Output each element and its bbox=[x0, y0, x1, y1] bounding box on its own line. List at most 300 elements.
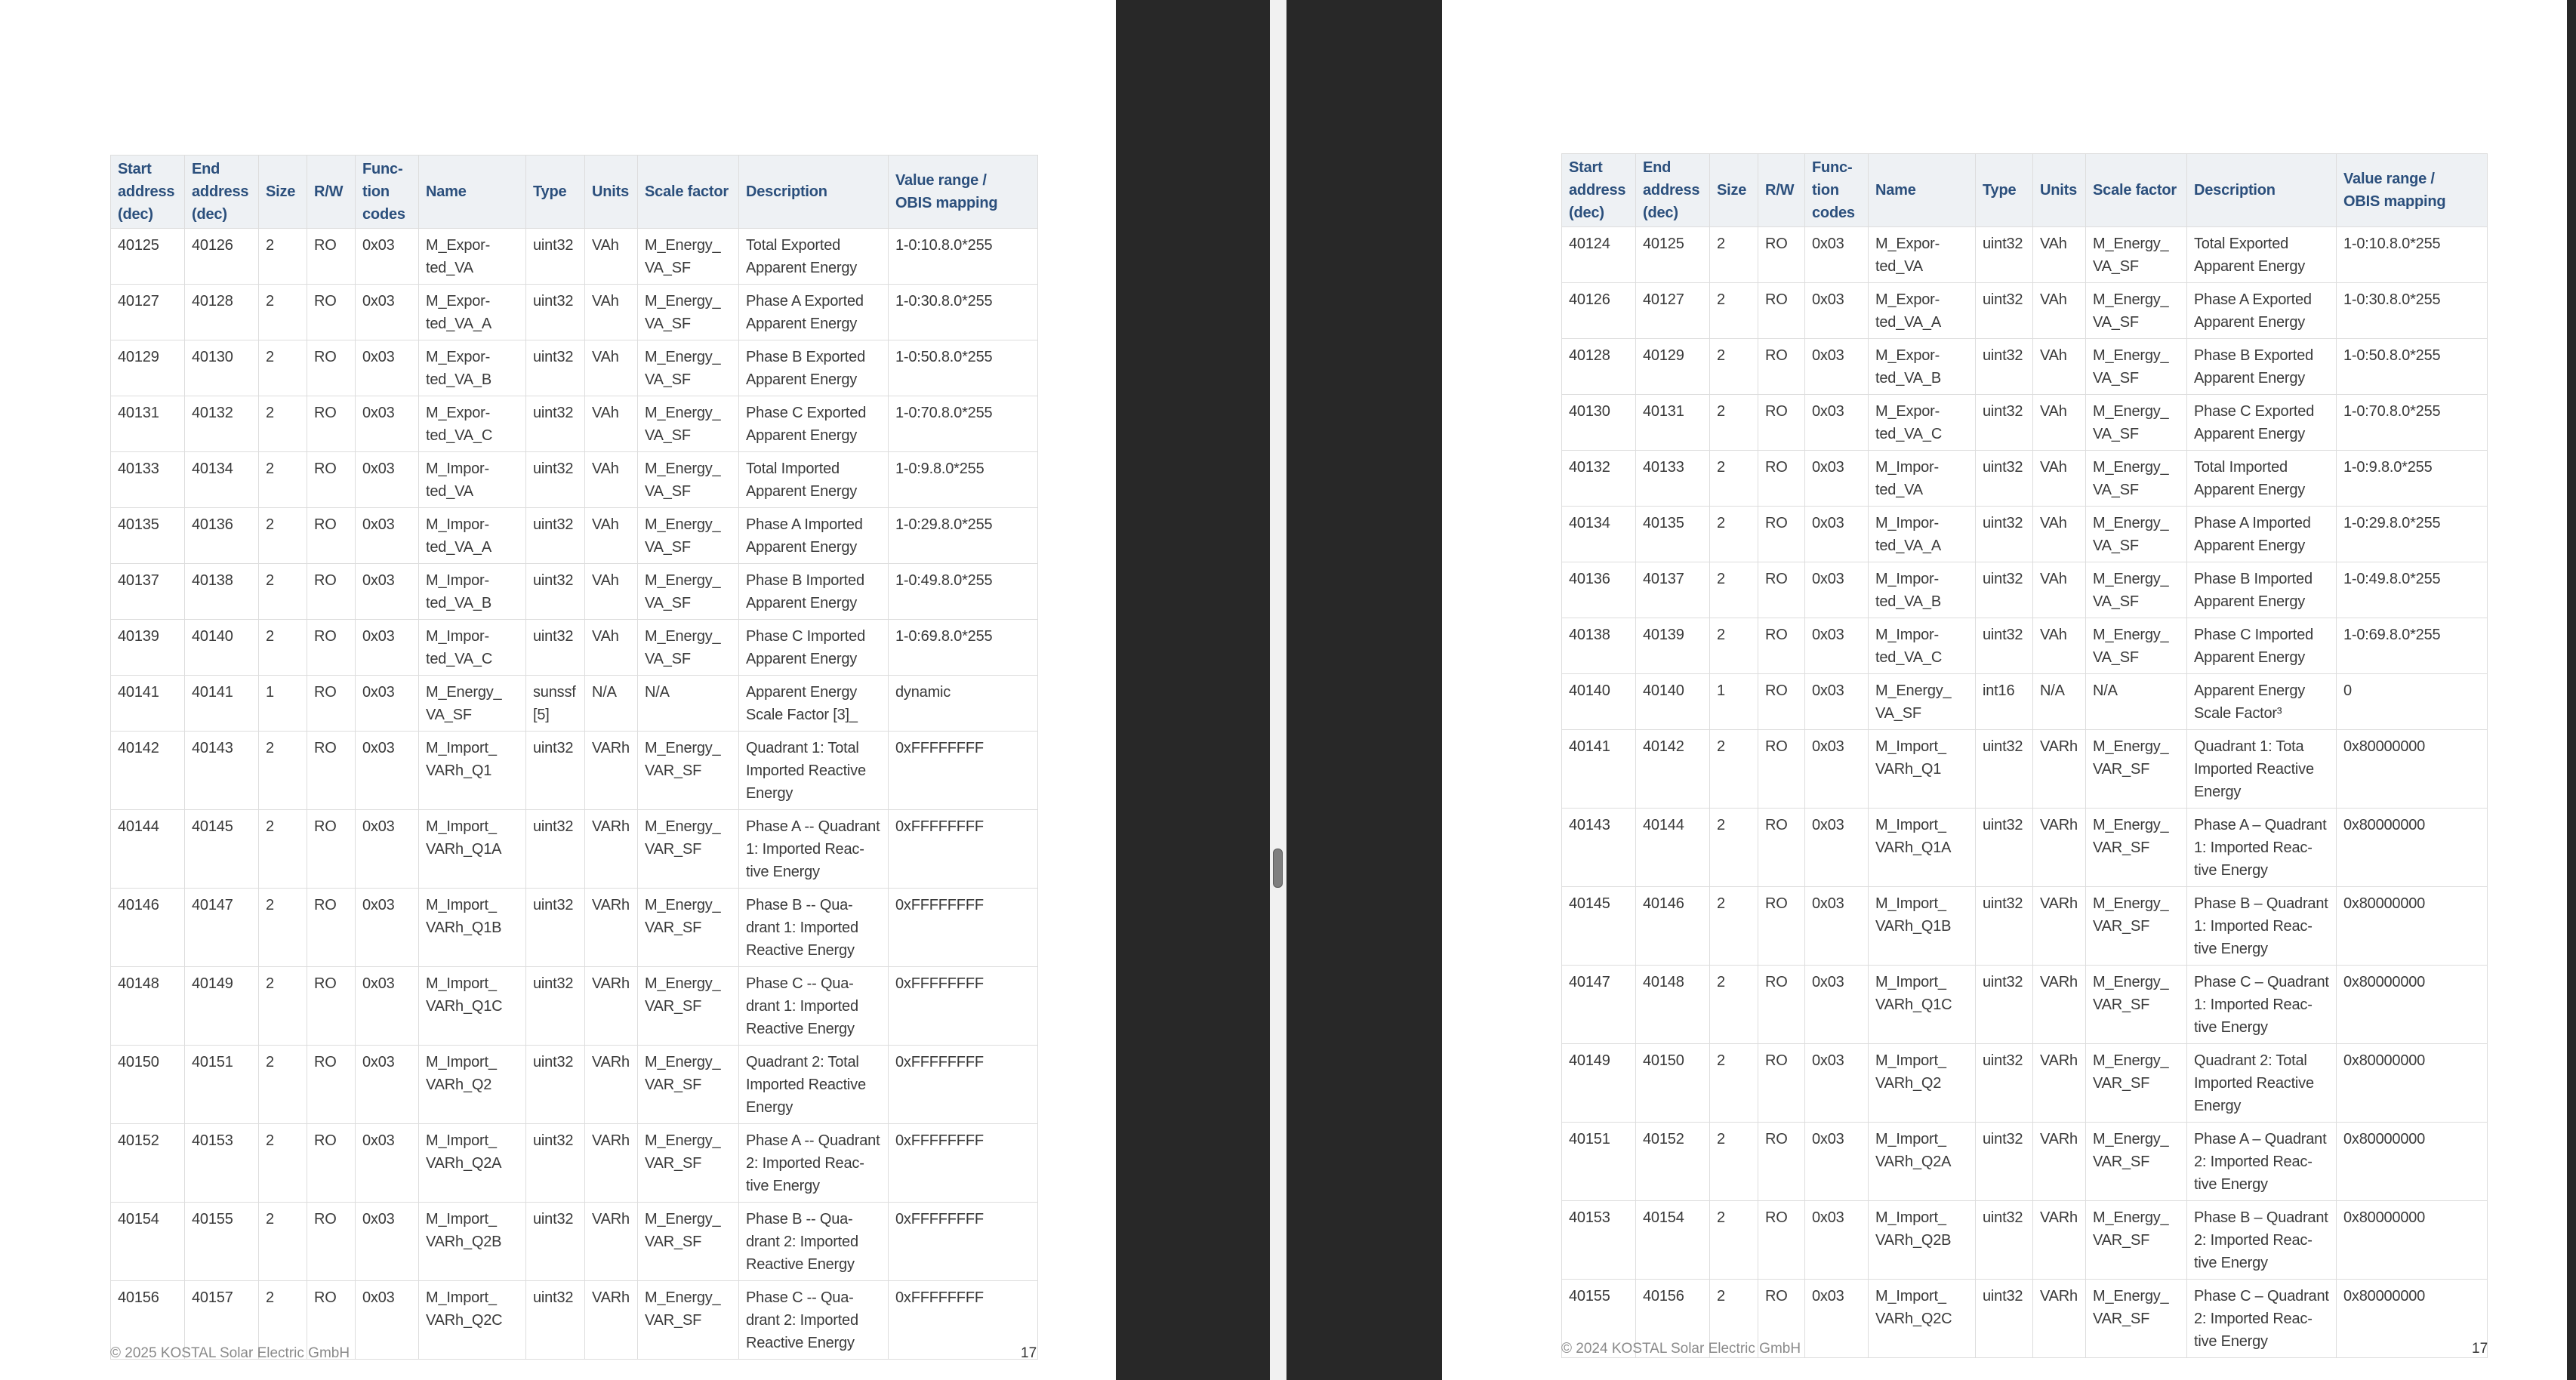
table-cell: 40125 bbox=[111, 229, 185, 285]
table-cell: RO bbox=[1758, 562, 1805, 618]
table-cell: M_Impor- ted_VA_B bbox=[419, 564, 526, 620]
table-cell: uint32 bbox=[526, 229, 585, 285]
table-cell: 2 bbox=[1710, 339, 1758, 395]
table-cell: 40143 bbox=[185, 732, 259, 810]
table-cell: VAh bbox=[585, 564, 638, 620]
column-header: Type bbox=[526, 156, 585, 229]
table-cell: Phase B Imported Apparent Energy bbox=[2187, 562, 2337, 618]
column-header: Name bbox=[419, 156, 526, 229]
table-cell: RO bbox=[307, 1281, 356, 1360]
table-cell: 0x80000000 bbox=[2337, 809, 2488, 887]
table-cell: uint32 bbox=[526, 1203, 585, 1281]
table-cell: M_Import_ VARh_Q2B bbox=[1869, 1201, 1976, 1280]
table-cell: VAh bbox=[2033, 227, 2086, 283]
table-cell: M_Expor- ted_VA_C bbox=[419, 396, 526, 452]
table-row bbox=[1562, 730, 2488, 809]
table-cell: M_Energy_ VAR_SF bbox=[2086, 809, 2187, 887]
table-cell: Phase B – Quadrant 2: Imported Reac- tive Energy bbox=[2187, 1201, 2337, 1280]
table-cell: 40141 bbox=[185, 676, 259, 732]
table-cell: VAh bbox=[2033, 618, 2086, 674]
table-cell: 0x03 bbox=[356, 508, 419, 564]
table-cell: 0x03 bbox=[356, 1281, 419, 1360]
splitter-drag-handle[interactable] bbox=[1273, 849, 1283, 888]
table-cell: M_Energy_ VA_SF bbox=[638, 285, 739, 340]
table-cell: 0x03 bbox=[356, 1124, 419, 1203]
table-cell: VAh bbox=[2033, 283, 2086, 339]
table-cell: VARh bbox=[2033, 887, 2086, 966]
table-cell: RO bbox=[307, 564, 356, 620]
right-footer-copyright: © 2024 KOSTAL Solar Electric GmbH bbox=[1561, 1341, 1801, 1357]
table-cell: Phase A Imported Apparent Energy bbox=[739, 508, 889, 564]
table-cell: 40124 bbox=[1562, 227, 1636, 283]
table-cell: 40148 bbox=[1636, 966, 1710, 1044]
table-row bbox=[111, 889, 1038, 967]
table-cell: RO bbox=[307, 1124, 356, 1203]
table-cell: VARh bbox=[2033, 1123, 2086, 1201]
table-cell: 40149 bbox=[185, 967, 259, 1046]
table-cell: 0x03 bbox=[356, 396, 419, 452]
table-cell: M_Import_ VARh_Q1 bbox=[1869, 730, 1976, 809]
column-header: Units bbox=[2033, 154, 2086, 227]
table-cell: 2 bbox=[1710, 966, 1758, 1044]
table-row bbox=[1562, 966, 2488, 1044]
table-cell: 1-0:29.8.0*255 bbox=[2337, 507, 2488, 562]
table-cell: 1-0:69.8.0*255 bbox=[2337, 618, 2488, 674]
table-cell: Phase C Imported Apparent Energy bbox=[2187, 618, 2337, 674]
right-document-page bbox=[1442, 0, 2567, 1380]
table-cell: uint32 bbox=[1976, 730, 2033, 809]
table-cell: 2 bbox=[259, 889, 307, 967]
table-cell: VARh bbox=[2033, 809, 2086, 887]
table-cell: M_Import_ VARh_Q1A bbox=[1869, 809, 1976, 887]
table-row bbox=[1562, 562, 2488, 618]
table-cell: 40139 bbox=[1636, 618, 1710, 674]
table-cell: RO bbox=[307, 889, 356, 967]
table-cell: 40144 bbox=[1636, 809, 1710, 887]
table-cell: 40151 bbox=[1562, 1123, 1636, 1201]
table-cell: N/A bbox=[2086, 674, 2187, 730]
table-body bbox=[1562, 227, 2488, 1358]
table-cell: 0x03 bbox=[356, 285, 419, 340]
table-cell: uint32 bbox=[1976, 507, 2033, 562]
table-cell: M_Energy_ VA_SF bbox=[638, 396, 739, 452]
table-cell: 1-0:10.8.0*255 bbox=[2337, 227, 2488, 283]
table-cell: RO bbox=[1758, 283, 1805, 339]
table-cell: 40150 bbox=[111, 1046, 185, 1124]
table-cell: uint32 bbox=[1976, 1280, 2033, 1358]
table-cell: M_Energy_ VA_SF bbox=[2086, 618, 2187, 674]
table-cell: Phase B -- Qua- drant 2: Imported Reactive Energy bbox=[739, 1203, 889, 1281]
viewer-gutter bbox=[1116, 0, 1286, 1380]
table-cell: 40141 bbox=[111, 676, 185, 732]
column-header: Name bbox=[1869, 154, 1976, 227]
table-cell: 40148 bbox=[111, 967, 185, 1046]
table-cell: Quadrant 2: Total Imported Reactive Energy bbox=[739, 1046, 889, 1124]
table-cell: 40142 bbox=[111, 732, 185, 810]
table-cell: 2 bbox=[259, 810, 307, 889]
table-cell: M_Import_ VARh_Q2A bbox=[419, 1124, 526, 1203]
table-cell: 1-0:49.8.0*255 bbox=[889, 564, 1038, 620]
table-cell: 0x03 bbox=[356, 1046, 419, 1124]
table-cell: RO bbox=[307, 396, 356, 452]
table-cell: uint32 bbox=[1976, 283, 2033, 339]
table-cell: M_Energy_ VAR_SF bbox=[2086, 1123, 2187, 1201]
left-register-table bbox=[110, 155, 1038, 1360]
table-cell: 40140 bbox=[185, 620, 259, 676]
table-cell: RO bbox=[307, 1046, 356, 1124]
table-cell: VARh bbox=[2033, 1280, 2086, 1358]
table-cell: RO bbox=[307, 452, 356, 508]
table-cell: 40140 bbox=[1562, 674, 1636, 730]
table-cell: 40147 bbox=[185, 889, 259, 967]
table-cell: 40128 bbox=[1562, 339, 1636, 395]
table-cell: M_Import_ VARh_Q2B bbox=[419, 1203, 526, 1281]
table-cell: RO bbox=[307, 340, 356, 396]
table-cell: VAh bbox=[2033, 451, 2086, 507]
table-cell: Phase A – Quadrant 2: Imported Reac- tive Energy bbox=[2187, 1123, 2337, 1201]
table-row bbox=[1562, 227, 2488, 283]
table-cell: M_Energy_ VAR_SF bbox=[638, 1046, 739, 1124]
table-header-row bbox=[111, 156, 1038, 229]
table-cell: sunssf [5] bbox=[526, 676, 585, 732]
table-row bbox=[1562, 809, 2488, 887]
table-cell: VAh bbox=[585, 340, 638, 396]
table-row bbox=[1562, 507, 2488, 562]
table-cell: 40132 bbox=[185, 396, 259, 452]
table-row bbox=[111, 732, 1038, 810]
table-cell: 0x03 bbox=[1805, 674, 1869, 730]
table-row bbox=[111, 967, 1038, 1046]
column-header: End address (dec) bbox=[1636, 154, 1710, 227]
table-cell: 40133 bbox=[1636, 451, 1710, 507]
table-cell: 0x03 bbox=[1805, 1044, 1869, 1123]
table-cell: 1-0:69.8.0*255 bbox=[889, 620, 1038, 676]
table-row bbox=[111, 229, 1038, 285]
table-cell: M_Energy_ VA_SF bbox=[2086, 451, 2187, 507]
table-cell: 40153 bbox=[185, 1124, 259, 1203]
table-cell: Phase A – Quadrant 1: Imported Reac- tive Energy bbox=[2187, 809, 2337, 887]
table-cell: VAh bbox=[2033, 395, 2086, 451]
table-cell: 40138 bbox=[185, 564, 259, 620]
table-cell: 0x03 bbox=[356, 229, 419, 285]
table-cell: 40150 bbox=[1636, 1044, 1710, 1123]
table-cell: VARh bbox=[585, 889, 638, 967]
table-cell: uint32 bbox=[526, 889, 585, 967]
table-cell: RO bbox=[1758, 1201, 1805, 1280]
table-cell: RO bbox=[307, 508, 356, 564]
table-cell: 0x03 bbox=[1805, 451, 1869, 507]
table-cell: 2 bbox=[1710, 227, 1758, 283]
table-cell: 2 bbox=[259, 1203, 307, 1281]
table-cell: 0x80000000 bbox=[2337, 1123, 2488, 1201]
column-header: Value range / OBIS mapping bbox=[2337, 154, 2488, 227]
table-cell: 2 bbox=[259, 564, 307, 620]
table-cell: 40149 bbox=[1562, 1044, 1636, 1123]
table-row bbox=[111, 676, 1038, 732]
table-cell: 0xFFFFFFFF bbox=[889, 1124, 1038, 1203]
table-cell: 2 bbox=[1710, 809, 1758, 887]
table-cell: VARh bbox=[2033, 1201, 2086, 1280]
viewer-gutter-right bbox=[1286, 0, 1442, 1380]
table-cell: uint32 bbox=[526, 967, 585, 1046]
table-cell: Quadrant 1: Tota Imported Reactive Energy bbox=[2187, 730, 2337, 809]
table-cell: uint32 bbox=[1976, 562, 2033, 618]
table-cell: 40153 bbox=[1562, 1201, 1636, 1280]
table-cell: Phase C -- Qua- drant 2: Imported Reactive Energy bbox=[739, 1281, 889, 1360]
table-cell: 40133 bbox=[111, 452, 185, 508]
table-cell: 40154 bbox=[111, 1203, 185, 1281]
table-cell: M_Energy_ VA_SF bbox=[638, 620, 739, 676]
table-cell: VARh bbox=[585, 810, 638, 889]
table-cell: 0x03 bbox=[1805, 339, 1869, 395]
table-cell: 0x03 bbox=[356, 452, 419, 508]
table-cell: 0x80000000 bbox=[2337, 1201, 2488, 1280]
table-cell: 40127 bbox=[111, 285, 185, 340]
table-cell: Phase B Exported Apparent Energy bbox=[2187, 339, 2337, 395]
table-cell: 40152 bbox=[1636, 1123, 1710, 1201]
table-cell: M_Energy_ VAR_SF bbox=[638, 967, 739, 1046]
table-cell: 2 bbox=[1710, 1123, 1758, 1201]
table-cell: M_Import_ VARh_Q1B bbox=[1869, 887, 1976, 966]
table-cell: 0x03 bbox=[1805, 507, 1869, 562]
table-cell: RO bbox=[1758, 339, 1805, 395]
table-cell: M_Import_ VARh_Q1A bbox=[419, 810, 526, 889]
table-cell: 1-0:30.8.0*255 bbox=[2337, 283, 2488, 339]
table-cell: VARh bbox=[2033, 966, 2086, 1044]
table-cell: 0x03 bbox=[1805, 227, 1869, 283]
table-cell: 2 bbox=[259, 508, 307, 564]
table-cell: 2 bbox=[1710, 1044, 1758, 1123]
table-cell: M_Expor- ted_VA_B bbox=[419, 340, 526, 396]
table-cell: M_Import_ VARh_Q2C bbox=[419, 1281, 526, 1360]
table-cell: RO bbox=[1758, 1044, 1805, 1123]
left-document-page bbox=[0, 0, 1116, 1380]
table-header-row bbox=[1562, 154, 2488, 227]
table-cell: 40134 bbox=[1562, 507, 1636, 562]
table-cell: M_Energy_ VAR_SF bbox=[2086, 1280, 2187, 1358]
table-row bbox=[111, 285, 1038, 340]
table-cell: Total Exported Apparent Energy bbox=[2187, 227, 2337, 283]
table-cell: 0xFFFFFFFF bbox=[889, 1046, 1038, 1124]
table-cell: uint32 bbox=[526, 620, 585, 676]
column-header: Scale factor bbox=[638, 156, 739, 229]
table-cell: 40128 bbox=[185, 285, 259, 340]
table-cell: 40139 bbox=[111, 620, 185, 676]
table-cell: 0xFFFFFFFF bbox=[889, 732, 1038, 810]
table-cell: 1-0:30.8.0*255 bbox=[889, 285, 1038, 340]
table-cell: RO bbox=[1758, 1123, 1805, 1201]
table-cell: 0x03 bbox=[1805, 1280, 1869, 1358]
table-cell: Total Exported Apparent Energy bbox=[739, 229, 889, 285]
table-cell: 0x03 bbox=[356, 732, 419, 810]
split-divider[interactable] bbox=[1270, 0, 1286, 1380]
table-cell: 40146 bbox=[1636, 887, 1710, 966]
table-cell: N/A bbox=[638, 676, 739, 732]
table-cell: RO bbox=[307, 676, 356, 732]
table-cell: uint32 bbox=[1976, 809, 2033, 887]
table-cell: 40138 bbox=[1562, 618, 1636, 674]
table-cell: M_Energy_ VA_SF bbox=[1869, 674, 1976, 730]
table-cell: M_Energy_ VAR_SF bbox=[638, 1281, 739, 1360]
table-cell: VARh bbox=[2033, 730, 2086, 809]
table-cell: 1-0:50.8.0*255 bbox=[889, 340, 1038, 396]
right-page-number: 17 bbox=[2472, 1341, 2488, 1357]
table-cell: 2 bbox=[259, 229, 307, 285]
column-header: Scale factor bbox=[2086, 154, 2187, 227]
table-cell: uint32 bbox=[1976, 227, 2033, 283]
table-cell: VAh bbox=[585, 285, 638, 340]
table-cell: M_Energy_ VAR_SF bbox=[638, 810, 739, 889]
table-cell: 40146 bbox=[111, 889, 185, 967]
table-cell: M_Energy_ VA_SF bbox=[2086, 283, 2187, 339]
table-cell: M_Energy_ VAR_SF bbox=[2086, 1044, 2187, 1123]
table-cell: VAh bbox=[585, 452, 638, 508]
table-cell: 1-0:49.8.0*255 bbox=[2337, 562, 2488, 618]
table-row bbox=[1562, 887, 2488, 966]
table-cell: M_Expor- ted_VA_B bbox=[1869, 339, 1976, 395]
table-cell: 2 bbox=[1710, 730, 1758, 809]
table-cell: 40129 bbox=[111, 340, 185, 396]
table-cell: 0xFFFFFFFF bbox=[889, 889, 1038, 967]
table-cell: RO bbox=[307, 732, 356, 810]
table-cell: Quadrant 2: Total Imported Reactive Energy bbox=[2187, 1044, 2337, 1123]
table-cell: RO bbox=[307, 810, 356, 889]
table-cell: M_Energy_ VA_SF bbox=[2086, 395, 2187, 451]
table-cell: uint32 bbox=[1976, 339, 2033, 395]
table-cell: uint32 bbox=[526, 564, 585, 620]
table-cell: VARh bbox=[585, 732, 638, 810]
table-cell: 1-0:10.8.0*255 bbox=[889, 229, 1038, 285]
table-cell: RO bbox=[1758, 451, 1805, 507]
table-cell: uint32 bbox=[526, 396, 585, 452]
table-cell: uint32 bbox=[526, 1281, 585, 1360]
table-cell: 40130 bbox=[1562, 395, 1636, 451]
table-row bbox=[1562, 1123, 2488, 1201]
table-cell: M_Expor- ted_VA bbox=[419, 229, 526, 285]
table-cell: VARh bbox=[585, 1281, 638, 1360]
table-cell: 40131 bbox=[111, 396, 185, 452]
table-cell: M_Energy_ VA_SF bbox=[2086, 227, 2187, 283]
table-cell: M_Energy_ VAR_SF bbox=[638, 732, 739, 810]
column-header: Value range / OBIS mapping bbox=[889, 156, 1038, 229]
table-cell: M_Import_ VARh_Q2A bbox=[1869, 1123, 1976, 1201]
table-cell: RO bbox=[1758, 887, 1805, 966]
table-cell: 40126 bbox=[1562, 283, 1636, 339]
table-cell: int16 bbox=[1976, 674, 2033, 730]
table-cell: M_Import_ VARh_Q1B bbox=[419, 889, 526, 967]
table-cell: M_Impor- ted_VA bbox=[1869, 451, 1976, 507]
table-cell: RO bbox=[1758, 507, 1805, 562]
table-cell: Apparent Energy Scale Factor³ bbox=[2187, 674, 2337, 730]
table-row bbox=[111, 508, 1038, 564]
table-cell: 0x80000000 bbox=[2337, 1044, 2488, 1123]
table-cell: Phase C Exported Apparent Energy bbox=[2187, 395, 2337, 451]
table-cell: M_Import_ VARh_Q2C bbox=[1869, 1280, 1976, 1358]
table-cell: VAh bbox=[2033, 562, 2086, 618]
table-cell: M_Energy_ VA_SF bbox=[2086, 339, 2187, 395]
table-cell: 0x03 bbox=[1805, 809, 1869, 887]
table-cell: uint32 bbox=[1976, 395, 2033, 451]
table-cell: RO bbox=[307, 620, 356, 676]
table-cell: M_Impor- ted_VA_C bbox=[1869, 618, 1976, 674]
table-cell: VAh bbox=[585, 229, 638, 285]
table-cell: 40131 bbox=[1636, 395, 1710, 451]
table-row bbox=[1562, 674, 2488, 730]
table-cell: 40152 bbox=[111, 1124, 185, 1203]
table-cell: M_Energy_ VAR_SF bbox=[2086, 1201, 2187, 1280]
table-cell: 0x03 bbox=[356, 564, 419, 620]
table-cell: 0x03 bbox=[1805, 1201, 1869, 1280]
table-cell: VARh bbox=[585, 1203, 638, 1281]
table-cell: 2 bbox=[259, 340, 307, 396]
table-cell: 40140 bbox=[1636, 674, 1710, 730]
table-cell: 40151 bbox=[185, 1046, 259, 1124]
table-cell: 40126 bbox=[185, 229, 259, 285]
table-cell: 2 bbox=[1710, 395, 1758, 451]
column-header: Description bbox=[739, 156, 889, 229]
table-row bbox=[1562, 395, 2488, 451]
table-row bbox=[1562, 1201, 2488, 1280]
table-cell: uint32 bbox=[526, 1124, 585, 1203]
table-cell: 2 bbox=[1710, 283, 1758, 339]
table-cell: M_Energy_ VA_SF bbox=[419, 676, 526, 732]
table-cell: 40147 bbox=[1562, 966, 1636, 1044]
table-cell: 2 bbox=[259, 285, 307, 340]
table-row bbox=[1562, 339, 2488, 395]
table-cell: M_Energy_ VAR_SF bbox=[2086, 887, 2187, 966]
table-cell: RO bbox=[1758, 966, 1805, 1044]
column-header: Units bbox=[585, 156, 638, 229]
left-footer-copyright: © 2025 KOSTAL Solar Electric GmbH bbox=[110, 1345, 350, 1361]
table-cell: 0x80000000 bbox=[2337, 730, 2488, 809]
table-cell: VAh bbox=[2033, 339, 2086, 395]
table-cell: 40136 bbox=[1562, 562, 1636, 618]
table-cell: M_Expor- ted_VA_A bbox=[419, 285, 526, 340]
table-cell: 40136 bbox=[185, 508, 259, 564]
table-cell: 40130 bbox=[185, 340, 259, 396]
table-cell: 2 bbox=[1710, 1280, 1758, 1358]
table-cell: M_Energy_ VAR_SF bbox=[638, 1203, 739, 1281]
table-cell: 2 bbox=[1710, 1201, 1758, 1280]
table-cell: M_Energy_ VAR_SF bbox=[638, 1124, 739, 1203]
table-row bbox=[111, 620, 1038, 676]
table-cell: 0x03 bbox=[356, 889, 419, 967]
table-cell: 1-0:70.8.0*255 bbox=[2337, 395, 2488, 451]
table-cell: 0x80000000 bbox=[2337, 1280, 2488, 1358]
table-cell: 1-0:9.8.0*255 bbox=[2337, 451, 2488, 507]
table-cell: M_Expor- ted_VA bbox=[1869, 227, 1976, 283]
table-cell: 0x80000000 bbox=[2337, 966, 2488, 1044]
table-cell: M_Expor- ted_VA_C bbox=[1869, 395, 1976, 451]
table-cell: Phase C – Quadrant 2: Imported Reac- tive Energy bbox=[2187, 1280, 2337, 1358]
table-cell: N/A bbox=[2033, 674, 2086, 730]
table-cell: M_Impor- ted_VA_C bbox=[419, 620, 526, 676]
table-cell: Phase B Imported Apparent Energy bbox=[739, 564, 889, 620]
table-cell: VAh bbox=[585, 396, 638, 452]
table-cell: M_Energy_ VAR_SF bbox=[638, 889, 739, 967]
table-row bbox=[111, 340, 1038, 396]
table-cell: RO bbox=[307, 1203, 356, 1281]
table-cell: Phase B -- Qua- drant 1: Imported Reactive Energy bbox=[739, 889, 889, 967]
table-cell: M_Energy_ VA_SF bbox=[2086, 507, 2187, 562]
table-cell: Phase A Exported Apparent Energy bbox=[2187, 283, 2337, 339]
table-row bbox=[1562, 618, 2488, 674]
table-row bbox=[111, 1046, 1038, 1124]
table-cell: 40157 bbox=[185, 1281, 259, 1360]
table-cell: Phase C Exported Apparent Energy bbox=[739, 396, 889, 452]
table-cell: 0x03 bbox=[1805, 730, 1869, 809]
table-cell: 0xFFFFFFFF bbox=[889, 1281, 1038, 1360]
